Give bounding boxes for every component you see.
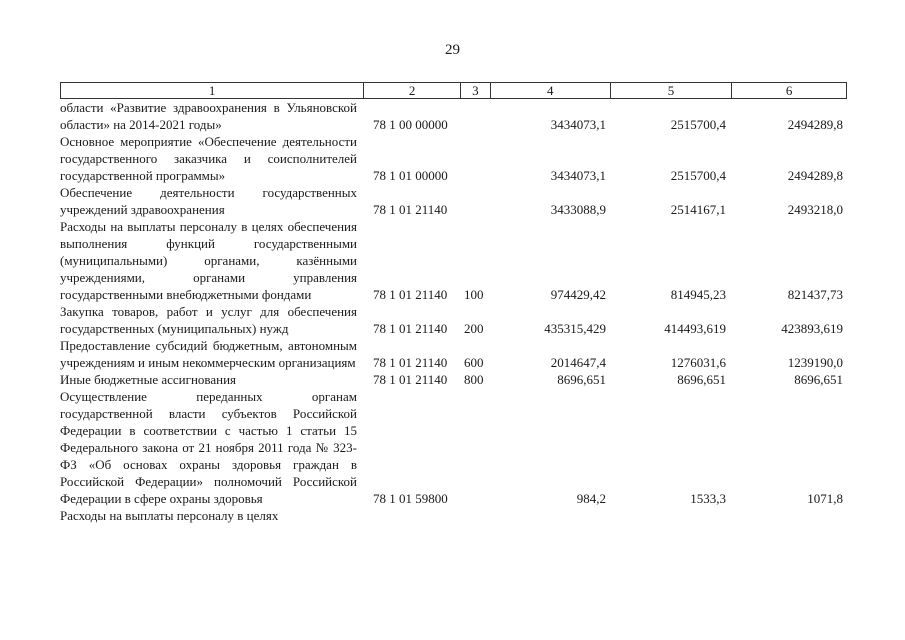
table-row <box>60 371 847 388</box>
table-body <box>60 99 847 524</box>
row-value-col5: 814945,23 <box>670 287 726 302</box>
row-value-col4: 3433088,9 <box>550 202 606 217</box>
row-value-col6: 1071,8 <box>807 491 843 506</box>
row-value-col5: 1276031,6 <box>670 355 726 370</box>
row-value-col4: 984,2 <box>576 491 606 506</box>
row-name: Обеспечение деятельности государственных учреждений здравоохранения <box>60 185 357 217</box>
table-row <box>60 218 847 303</box>
table-row <box>60 133 847 184</box>
row-value-col6: 2494289,8 <box>787 168 843 183</box>
row-name: Расходы на выплаты персоналу в целях <box>60 508 279 523</box>
row-value-col5: 1533,3 <box>690 491 726 506</box>
row-name: Расходы на выплаты персоналу в целях обеспечения выполнения функций государственными (муниципальными) органами, казёнными учреждениями, органами управления государственными внебюджетными фондами <box>60 219 357 302</box>
row-code: 78 1 01 21140 <box>373 321 448 336</box>
table-row <box>60 99 847 133</box>
row-value-col5: 414493,619 <box>664 321 726 336</box>
row-value-col6: 423893,619 <box>781 321 843 336</box>
row-value-col5: 2515700,4 <box>670 117 726 132</box>
row-value-col5: 2514167,1 <box>670 202 726 217</box>
row-value-col6: 821437,73 <box>787 287 843 302</box>
row-value-col6: 8696,651 <box>794 372 843 387</box>
row-expense-type: 100 <box>464 287 484 302</box>
header-col-1: 1 <box>208 83 216 98</box>
row-value-col4: 3434073,1 <box>550 117 606 132</box>
table-row <box>60 507 847 524</box>
table-row <box>60 184 847 218</box>
row-value-col4: 435315,429 <box>544 321 606 336</box>
row-value-col4: 974429,42 <box>550 287 606 302</box>
row-code: 78 1 01 21140 <box>373 287 448 302</box>
row-value-col6: 2493218,0 <box>787 202 843 217</box>
row-name: Осуществление переданных органам государственной власти субъектов Российской Федерации в соответствии с частью 1 статьи 15 Федерального закона от 21 ноября 2011 года № 323-ФЗ «Об основах охраны здоровья граждан в Российской Федерации» полномочий Российской Федерации в сфере охраны здоровья <box>60 389 357 506</box>
table-row <box>60 388 847 507</box>
row-expense-type: 800 <box>464 372 484 387</box>
row-code: 78 1 01 00000 <box>373 168 448 183</box>
header-col-3: 3 <box>460 83 490 98</box>
row-code: 78 1 01 21140 <box>373 202 448 217</box>
row-value-col4: 8696,651 <box>557 372 606 387</box>
header-col-2: 2 <box>363 83 460 98</box>
row-code: 78 1 01 59800 <box>373 491 448 506</box>
row-expense-type: 600 <box>464 355 484 370</box>
table-header <box>60 82 847 99</box>
row-name: Иные бюджетные ассигнования <box>60 372 237 387</box>
row-value-col5: 2515700,4 <box>670 168 726 183</box>
row-expense-type: 200 <box>464 321 484 336</box>
header-col-4: 4 <box>490 83 610 98</box>
row-value-col5: 8696,651 <box>677 372 726 387</box>
row-value-col6: 1239190,0 <box>787 355 843 370</box>
row-name: Основное мероприятие «Обеспечение деятельности государственного заказчика и соисполнителей государственной программы» <box>60 134 357 183</box>
header-col-5: 5 <box>610 83 732 98</box>
row-name: области «Развитие здравоохранения в Ульяновской области» на 2014-2021 годы» <box>60 100 357 132</box>
row-value-col4: 3434073,1 <box>550 168 606 183</box>
table-row <box>60 337 847 371</box>
row-code: 78 1 01 21140 <box>373 355 448 370</box>
budget-table <box>60 82 847 524</box>
row-name: Закупка товаров, работ и услуг для обеспечения государственных (муниципальных) нужд <box>60 304 357 336</box>
row-value-col6: 2494289,8 <box>787 117 843 132</box>
header-col-6: 6 <box>731 83 846 98</box>
row-code: 78 1 00 00000 <box>373 117 448 132</box>
row-value-col4: 2014647,4 <box>550 355 606 370</box>
page-number: 29 <box>445 42 460 58</box>
table-row <box>60 303 847 337</box>
row-code: 78 1 01 21140 <box>373 372 448 387</box>
row-name: Предоставление субсидий бюджетным, автономным учреждениям и иным некоммерческим организациям <box>60 338 357 370</box>
